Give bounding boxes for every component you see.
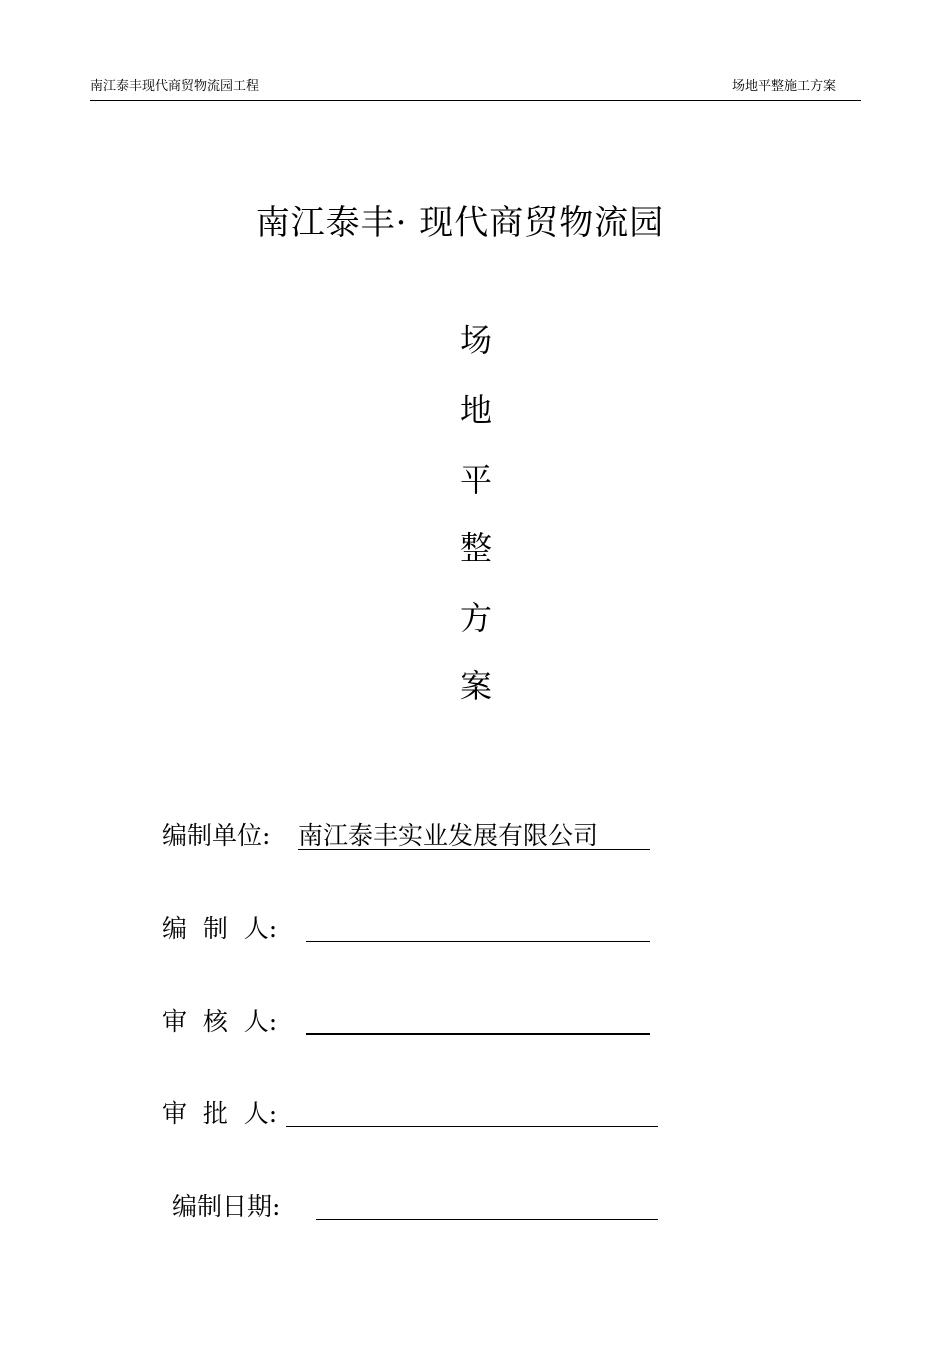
header-divider bbox=[90, 100, 861, 101]
unit-label: 编制单位: bbox=[162, 821, 271, 850]
vertical-title-char-6: 案 bbox=[459, 667, 492, 705]
date-line bbox=[316, 1219, 658, 1220]
date-label: 编制日期: bbox=[172, 1192, 281, 1221]
approver-label: 审 批 人: bbox=[162, 1099, 278, 1128]
compiler-label: 编 制 人: bbox=[162, 914, 278, 943]
vertical-title-char-4: 整 bbox=[459, 529, 492, 567]
unit-value: 南江泰丰实业发展有限公司 bbox=[298, 821, 599, 850]
vertical-title-char-3: 平 bbox=[459, 461, 492, 499]
unit-underline bbox=[298, 849, 650, 850]
compiler-signature-line bbox=[306, 941, 650, 942]
vertical-title-char-1: 场 bbox=[459, 321, 492, 359]
header-document-name: 场地平整施工方案 bbox=[732, 79, 837, 94]
page-title: 南江泰丰· 现代商贸物流园 bbox=[255, 203, 665, 243]
reviewer-label: 审 核 人: bbox=[162, 1007, 278, 1036]
vertical-title-char-2: 地 bbox=[459, 391, 492, 429]
vertical-title-char-5: 方 bbox=[459, 599, 492, 637]
approver-signature-line bbox=[286, 1126, 658, 1127]
reviewer-signature-line bbox=[306, 1033, 650, 1035]
header-project-name: 南江泰丰现代商贸物流园工程 bbox=[90, 79, 260, 94]
